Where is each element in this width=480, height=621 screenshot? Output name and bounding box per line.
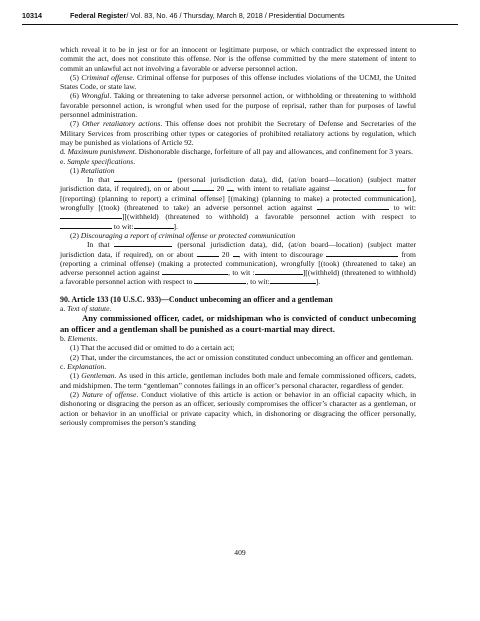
paragraph: c. Explanation. <box>60 362 107 372</box>
paragraph: (2) Nature of offense. Conduct violative of this article is action or behavior in an official capacity which, in dishonoring or disgracing the person as an officer, seriously compromises the officer’s character as a gentleman, or action or behavior in an unofficial or private capacity which, in dishonoring or disgracing the officer personally, seriously compromises the person’s standing <box>60 389 416 427</box>
blank-line <box>192 184 214 191</box>
blank-line <box>60 212 122 219</box>
element-item: (2) That, under the circumstances, the act or omission constituted conduct unbecoming an officer and gentleman. <box>70 352 414 362</box>
paragraph: e. Sample specifications. <box>60 156 136 166</box>
page-footer-number: 409 <box>234 548 246 557</box>
specification: In that (personal jurisdiction data), did, (at/on board—location) (subject matter jurisdiction data, if required), on or about 20 , with intent to discourage from (reporting a criminal offense) (making a protected communication), wrongfully [(took) (threatened to take) an adverse personnel action against , to wit : ][(withheld) (threatened to withhold) a favorable personnel action with respect to , to wit: ]. <box>60 240 416 287</box>
blank-line <box>134 222 174 229</box>
article-heading: 90. Article 133 (10 U.S.C. 933)—Conduct unbecoming an officer and a gentleman <box>60 294 333 304</box>
blank-line <box>270 277 316 284</box>
element-item: (1) That the accused did or omitted to do a certain act; <box>70 343 235 353</box>
statute-text: Any commissioned officer, cadet, or midshipman who is convicted of conduct unbecoming an officer and a gentleman shall be punished as a court-martial may direct. <box>60 313 416 334</box>
blank-line <box>162 268 228 275</box>
spec-heading: (2) Discouraging a report of criminal offense or protected communication <box>70 230 296 240</box>
blank-line <box>255 268 303 275</box>
blank-line <box>60 222 112 229</box>
document-body <box>60 45 416 427</box>
paragraph: which reveal it to be in jest or for an innocent or legitimate purpose, or which contradict the expressed intent to commit the act, does not constitute this offense. Nor is the offense committed by the mere statement of intent to commit an unlawful act not involving a favorable or adverse personnel action. <box>60 45 416 73</box>
blank-line <box>333 184 405 191</box>
issue-details: / Vol. 83, No. 46 / Thursday, March 8, 2018 / Presidential Documents <box>126 11 345 20</box>
spec-heading: (1) Retaliation <box>70 165 115 175</box>
specification: In that (personal jurisdiction data), did, (at/on board—location) (subject matter jurisdiction data, if required), on or about 20 , with intent to retaliate against for [(reporting) (planning to report) a criminal offense] [(making) (planning to make) a protected communication], wrongfully [(took) (threatened to take) an adverse personnel action against to wit:][(withheld) (threatened to withhold) a favorable personnel action with respect to to wit: ]. <box>60 175 416 231</box>
running-header <box>22 10 458 25</box>
paragraph: (1) Gentleman. As used in this article, gentleman includes both male and female commissioned officers, cadets, and midshipmen. The term “gentleman” connotes failings in an officer’s personal character, regardless of gender. <box>60 371 416 390</box>
page-number: 10314 <box>22 11 42 20</box>
paragraph: b. Elements. <box>60 334 98 344</box>
blank-line <box>326 250 398 257</box>
blank-line <box>317 203 389 210</box>
publication-title: Federal Register <box>70 11 127 20</box>
paragraph: (5) Criminal offense. Criminal offense for purposes of this offense includes violations of the UCMJ, the United States Code, or state law. <box>60 72 416 92</box>
paragraph: d. Maximum punishment. Dishonorable discharge, forfeiture of all pay and allowances, and confinement for 3 years. <box>60 147 413 157</box>
blank-line <box>197 250 219 257</box>
paragraph: (7) Other retaliatory actions. This offense does not prohibit the Secretary of Defense and Secretaries of the Military Services from proscribing other types or categories of prohibited retaliatory actions by regulation, which may be punished as violations of Article 92. <box>60 119 417 147</box>
blank-line <box>194 277 246 284</box>
paragraph: a. Text of statute. <box>60 304 112 314</box>
paragraph: (6) Wrongful. Taking or threatening to take adverse personnel action, or withholding or threatening to withhold favorable personnel action, is wrongful when used for the purpose of reprisal, rather than for purposes of lawful personnel administration. <box>60 91 416 120</box>
blank-line <box>114 240 172 247</box>
blank-line <box>114 175 172 182</box>
